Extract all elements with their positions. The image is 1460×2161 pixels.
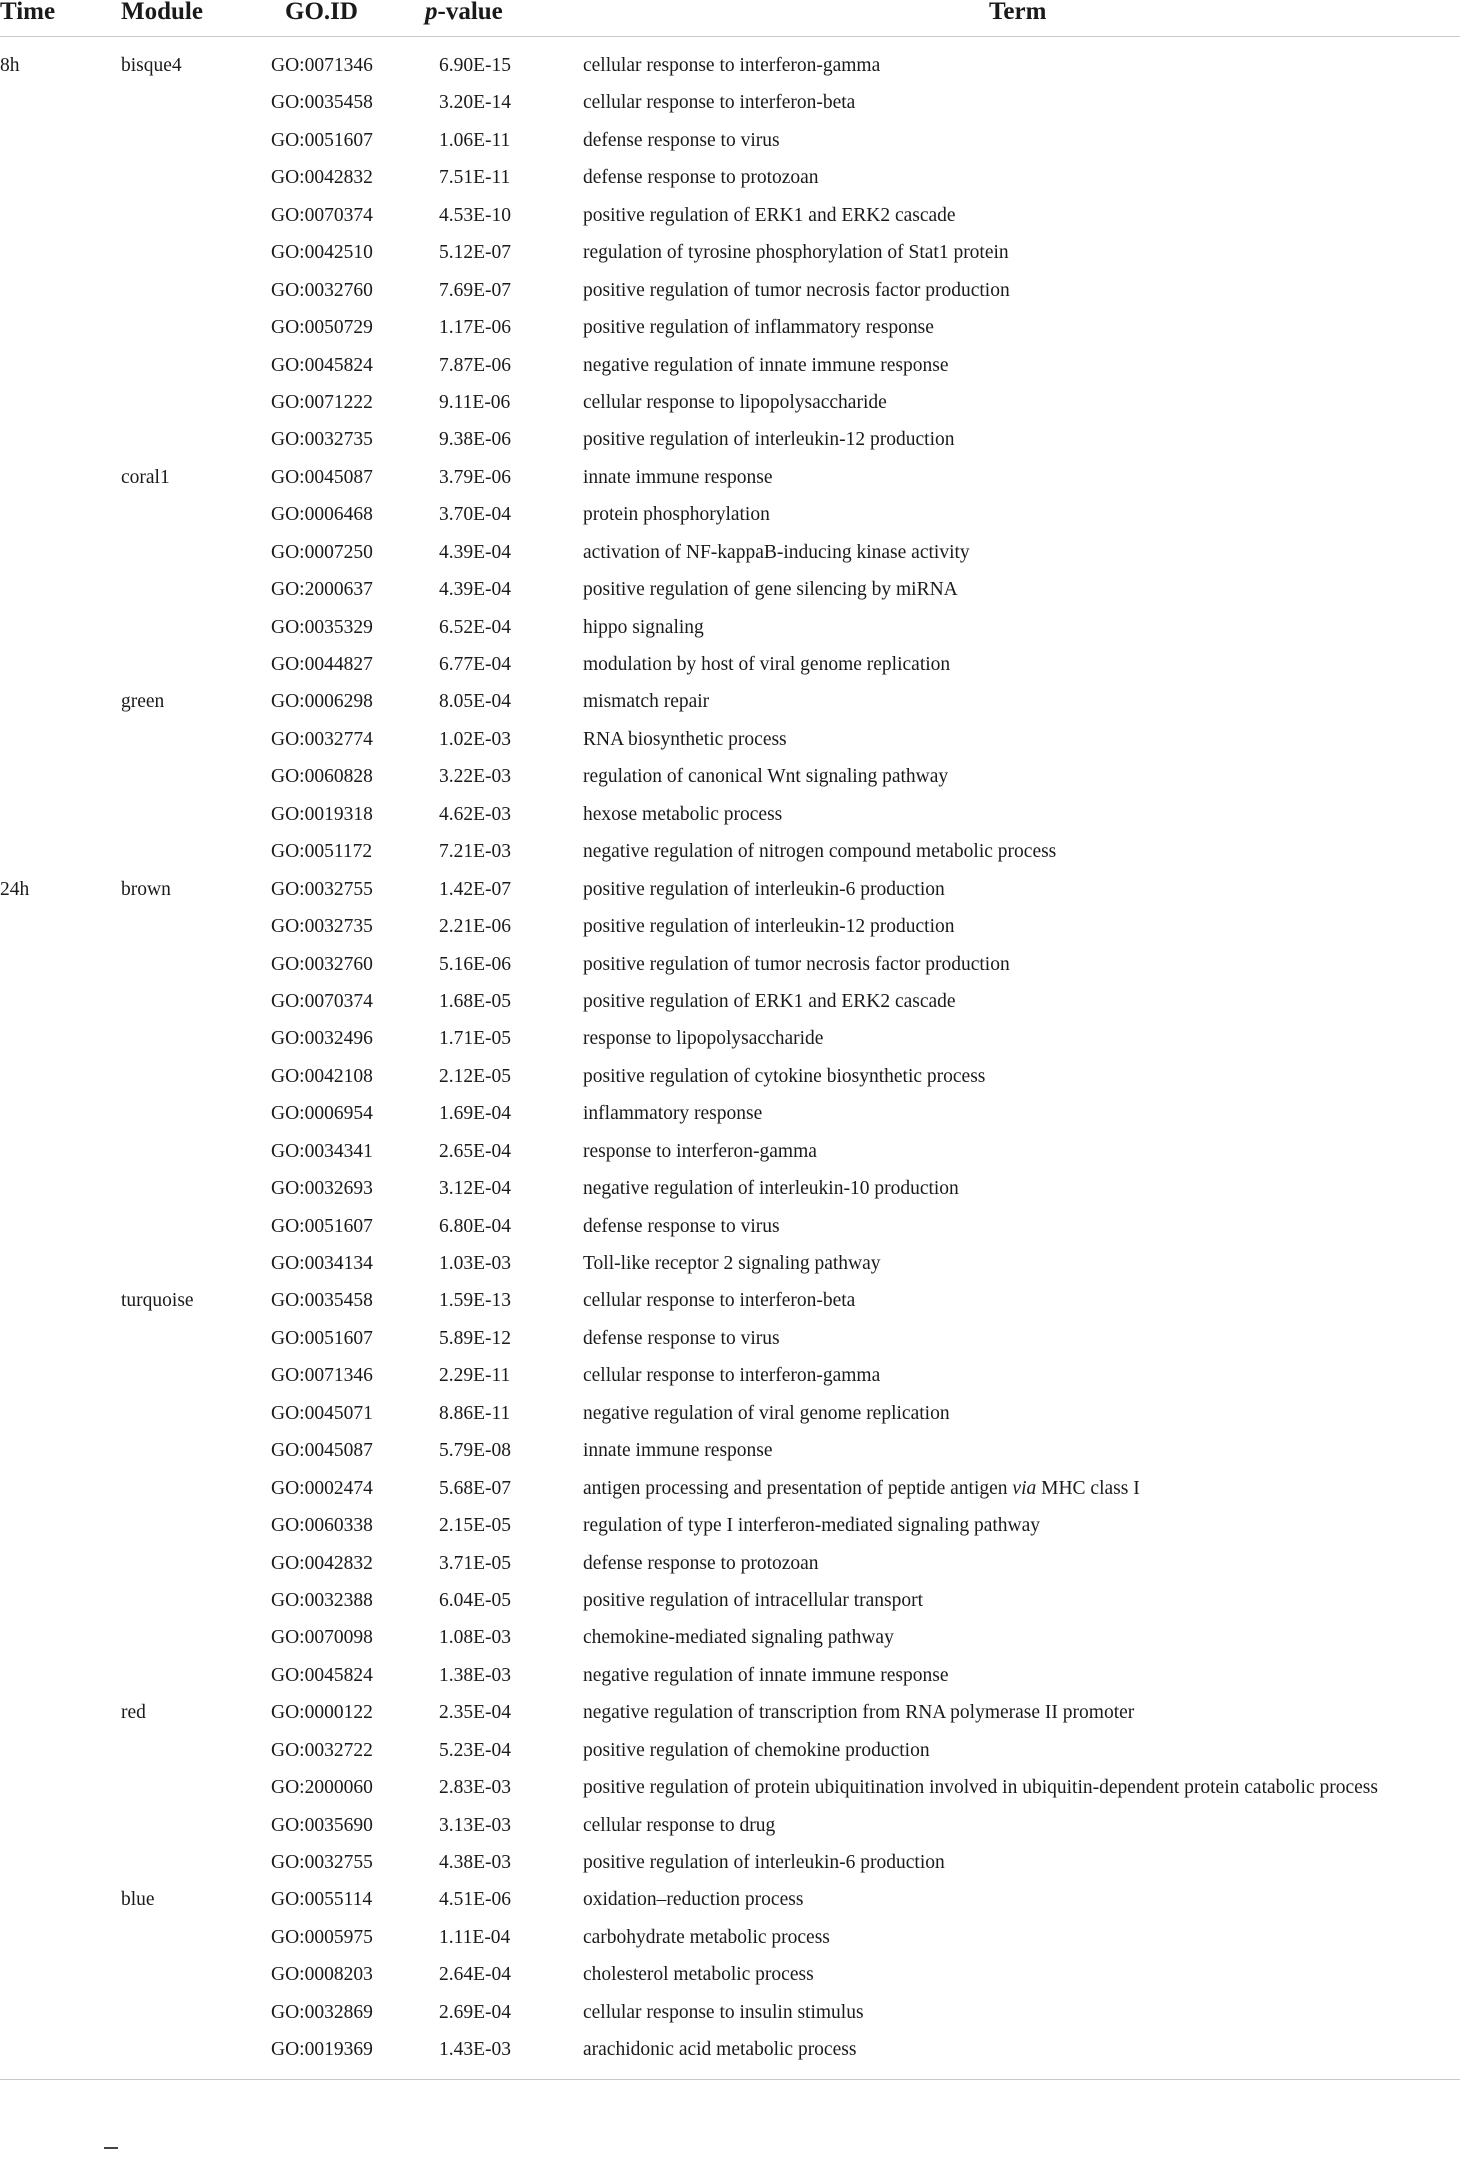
cell-goid: GO:0042108 [271, 1065, 373, 1087]
cell-term [583, 309, 934, 346]
header-goid: GO.ID [285, 0, 358, 25]
cell-term [583, 908, 955, 945]
cell-pvalue: 4.39E-04 [439, 541, 512, 563]
cell-goid: GO:0045087 [271, 1440, 373, 1462]
table-row [0, 1282, 1460, 1319]
cell-pvalue: 1.17E-06 [439, 317, 512, 339]
cell-term [583, 159, 819, 196]
cell-pvalue: 3.13E-03 [439, 1814, 512, 1836]
cell-term-text: cellular response to insulin stimulus [583, 2001, 864, 2023]
cell-term-text: arachidonic acid metabolic process [583, 2039, 857, 2061]
cell-pvalue: 1.68E-05 [439, 990, 512, 1012]
cell-pvalue: 3.79E-06 [439, 466, 512, 488]
cell-term [583, 1732, 930, 1769]
table-row [0, 347, 1460, 384]
cell-goid: GO:0019318 [271, 803, 373, 825]
cell-goid: GO:0032496 [271, 1028, 373, 1050]
cell-term [583, 1956, 814, 1993]
cell-term-tail: MHC class I [1036, 1477, 1140, 1499]
cell-module: coral1 [121, 466, 170, 488]
cell-goid: GO:2000060 [271, 1777, 373, 1799]
cell-goid: GO:0032869 [271, 2001, 373, 2023]
cell-term-text: defense response to virus [583, 129, 780, 151]
table-row [0, 1470, 1460, 1507]
cell-pvalue: 1.02E-03 [439, 728, 512, 750]
cell-term [583, 84, 855, 121]
cell-pvalue: 1.03E-03 [439, 1253, 512, 1274]
cell-term [583, 1282, 855, 1319]
cell-pvalue: 5.89E-12 [439, 1327, 512, 1349]
table-row [0, 1807, 1460, 1844]
cell-goid: GO:0051607 [271, 1215, 373, 1237]
cell-pvalue: 1.06E-11 [439, 129, 511, 151]
cell-pvalue: 4.53E-10 [439, 204, 512, 226]
cell-pvalue: 4.62E-03 [439, 803, 512, 825]
header-pvalue-rest: -value [437, 0, 503, 25]
cell-term-text: positive regulation of interleukin-12 production [583, 429, 955, 451]
cell-pvalue: 1.71E-05 [439, 1028, 512, 1050]
table-row [0, 646, 1460, 683]
cell-goid: GO:0032760 [271, 279, 373, 301]
table-row [0, 1395, 1460, 1432]
cell-pvalue: 3.70E-04 [439, 504, 512, 526]
cell-goid: GO:0051172 [271, 841, 373, 863]
cell-term [583, 758, 948, 795]
cell-time: 8h [0, 55, 20, 76]
cell-term [583, 1095, 762, 1132]
cell-goid: GO:0071346 [271, 55, 373, 76]
cell-pvalue: 7.87E-06 [439, 354, 512, 376]
cell-pvalue: 2.12E-05 [439, 1065, 512, 1087]
cell-term [583, 1432, 773, 1469]
cell-goid: GO:0032735 [271, 916, 373, 938]
cell-term-text: chemokine-mediated signaling pathway [583, 1627, 894, 1649]
cell-term [583, 1208, 780, 1245]
cell-pvalue: 8.86E-11 [439, 1402, 511, 1424]
cell-pvalue: 1.42E-07 [439, 878, 512, 900]
cell-term [583, 122, 780, 159]
cell-pvalue: 2.64E-04 [439, 1964, 512, 1986]
cell-term-text: positive regulation of inflammatory response [583, 317, 934, 339]
cell-term-text: defense response to virus [583, 1327, 780, 1349]
cell-term-text: negative regulation of transcription from RNA polymerase II promoter [583, 1702, 1135, 1724]
header-term: Term [989, 0, 1047, 25]
table-row [0, 421, 1460, 458]
table-row [0, 1881, 1460, 1918]
cell-term-text: negative regulation of innate immune response [583, 1664, 949, 1686]
cell-term-text: positive regulation of interleukin-12 production [583, 916, 955, 938]
cell-goid: GO:0045071 [271, 1402, 373, 1424]
cell-term-text: response to interferon-gamma [583, 1140, 817, 1162]
header-time: Time [0, 0, 56, 25]
cell-term-text: cellular response to drug [583, 1814, 776, 1836]
cell-term-text: activation of NF-kappaB-inducing kinase activity [583, 541, 970, 563]
cell-pvalue: 6.90E-15 [439, 55, 512, 76]
cell-goid: GO:0032774 [271, 728, 373, 750]
cell-term-text: hippo signaling [583, 616, 704, 638]
cell-goid: GO:0006298 [271, 691, 373, 713]
cell-term-text: defense response to protozoan [583, 1552, 819, 1574]
cell-term [583, 1020, 823, 1057]
cell-pvalue: 1.69E-04 [439, 1103, 512, 1125]
cell-goid: GO:0035458 [271, 1290, 373, 1312]
cell-goid: GO:0055114 [271, 1889, 373, 1911]
cell-term [583, 1994, 864, 2031]
cell-pvalue: 4.38E-03 [439, 1852, 512, 1873]
cell-term-text: positive regulation of ERK1 and ERK2 cascade [583, 204, 956, 226]
cell-goid: GO:0032760 [271, 953, 373, 975]
cell-goid: GO:0032722 [271, 1739, 373, 1761]
cell-pvalue: 3.12E-04 [439, 1178, 512, 1200]
table-row [0, 496, 1460, 533]
cell-term [583, 1357, 880, 1394]
cell-module: blue [121, 1889, 155, 1911]
cell-pvalue: 1.59E-13 [439, 1290, 512, 1312]
header-module: Module [121, 0, 203, 25]
cell-pvalue: 5.16E-06 [439, 953, 512, 975]
cell-term [583, 2031, 856, 2068]
cell-term-italic: via [1012, 1477, 1037, 1499]
cell-term-text: cellular response to interferon-gamma [583, 55, 881, 76]
cell-term [583, 47, 880, 84]
cell-goid: GO:0045824 [271, 1664, 373, 1686]
cell-module: green [121, 691, 165, 713]
table-row [0, 796, 1460, 833]
table-row [0, 1956, 1460, 1993]
cell-goid: GO:0071222 [271, 391, 373, 413]
table-row [0, 234, 1460, 271]
cell-term-text: carbohydrate metabolic process [583, 1926, 830, 1948]
cell-pvalue: 1.08E-03 [439, 1627, 512, 1649]
cell-term-text: positive regulation of ERK1 and ERK2 cascade [583, 990, 956, 1012]
cell-term-text: negative regulation of nitrogen compound metabolic process [583, 841, 1057, 863]
cell-term-text: cellular response to lipopolysaccharide [583, 391, 887, 413]
cell-term-text: RNA biosynthetic process [583, 728, 787, 750]
cell-goid: GO:0032693 [271, 1178, 373, 1200]
cell-goid: GO:0019369 [271, 2039, 373, 2061]
cell-pvalue: 2.69E-04 [439, 2001, 512, 2023]
cell-term [583, 197, 956, 234]
cell-term-text: positive regulation of interleukin-6 production [583, 878, 945, 900]
cell-goid: GO:0045824 [271, 354, 373, 376]
cell-term [583, 1881, 803, 1918]
cell-pvalue: 7.21E-03 [439, 841, 512, 863]
table-row [0, 1170, 1460, 1207]
cell-goid: GO:0006954 [271, 1103, 373, 1125]
table-row [0, 1844, 1460, 1881]
cell-pvalue: 6.52E-04 [439, 616, 512, 638]
table-row [0, 1769, 1460, 1806]
table-row [0, 871, 1460, 908]
cell-pvalue: 2.29E-11 [439, 1365, 511, 1387]
cell-term [583, 1507, 1040, 1544]
table-row [0, 1694, 1460, 1731]
cell-term [583, 871, 945, 908]
table-row [0, 47, 1460, 84]
table-row [0, 1095, 1460, 1132]
cell-term [583, 1133, 817, 1170]
cell-goid: GO:0005975 [271, 1926, 373, 1948]
cell-goid: GO:0035690 [271, 1814, 373, 1836]
cell-pvalue: 5.12E-07 [439, 242, 512, 264]
table-row [0, 1657, 1460, 1694]
header-pvalue [425, 0, 503, 24]
cell-goid: GO:0045087 [271, 466, 373, 488]
cell-term-text: positive regulation of chemokine production [583, 1739, 930, 1761]
table-row [0, 309, 1460, 346]
cell-goid: GO:0034134 [271, 1253, 373, 1274]
cell-term-text: negative regulation of viral genome replication [583, 1402, 950, 1424]
footnote-mark [104, 2147, 118, 2149]
cell-goid: GO:0034341 [271, 1140, 373, 1162]
cell-goid: GO:0051607 [271, 1327, 373, 1349]
cell-term-text: regulation of type I interferon-mediated signaling pathway [583, 1515, 1041, 1537]
cell-pvalue: 5.79E-08 [439, 1440, 512, 1462]
cell-term-text: positive regulation of gene silencing by miRNA [583, 579, 958, 601]
table-row [0, 2031, 1460, 2068]
cell-term-text: innate immune response [583, 1440, 773, 1462]
cell-goid: GO:0042832 [271, 1552, 373, 1574]
cell-term [583, 1844, 945, 1881]
table-row [0, 758, 1460, 795]
header-pvalue-italic: p [425, 0, 438, 25]
cell-term [583, 1395, 950, 1432]
table-row [0, 571, 1460, 608]
table-row [0, 946, 1460, 983]
cell-pvalue: 9.38E-06 [439, 429, 512, 451]
table-row [0, 1994, 1460, 2031]
cell-goid: GO:0050729 [271, 317, 373, 339]
cell-term [583, 1657, 949, 1694]
cell-pvalue: 1.38E-03 [439, 1664, 512, 1686]
cell-term-text: modulation by host of viral genome replication [583, 654, 951, 675]
cell-pvalue: 3.71E-05 [439, 1552, 512, 1574]
cell-term [583, 609, 704, 646]
cell-pvalue: 2.65E-04 [439, 1140, 512, 1162]
cell-goid: GO:0000122 [271, 1702, 373, 1724]
cell-term-text: regulation of tyrosine phosphorylation of Stat1 protein [583, 242, 1009, 264]
cell-goid: GO:0007250 [271, 541, 373, 563]
cell-term-text: defense response to virus [583, 1215, 780, 1237]
cell-term-text: positive regulation of interleukin-6 production [583, 1852, 945, 1873]
cell-term-text: negative regulation of interleukin-10 production [583, 1178, 959, 1200]
cell-term [583, 234, 1009, 271]
cell-pvalue: 1.43E-03 [439, 2039, 512, 2061]
cell-goid: GO:0032388 [271, 1589, 373, 1611]
cell-term [583, 1694, 1134, 1731]
cell-term-text: negative regulation of innate immune response [583, 354, 949, 376]
cell-term [583, 983, 956, 1020]
cell-term-text: protein phosphorylation [583, 504, 770, 526]
cell-pvalue: 6.80E-04 [439, 1215, 512, 1237]
table-row [0, 833, 1460, 870]
cell-term [583, 421, 955, 458]
cell-term [583, 1470, 1140, 1507]
cell-pvalue: 7.51E-11 [439, 167, 511, 189]
table-row [0, 1919, 1460, 1956]
cell-term-text: positive regulation of tumor necrosis factor production [583, 279, 1010, 301]
cell-module: bisque4 [121, 55, 182, 76]
cell-pvalue: 3.22E-03 [439, 766, 512, 788]
table-row [0, 1020, 1460, 1057]
cell-goid: GO:0032755 [271, 1852, 373, 1873]
cell-pvalue: 3.20E-14 [439, 92, 512, 114]
cell-goid: GO:0060338 [271, 1515, 373, 1537]
cell-goid: GO:0070374 [271, 990, 373, 1012]
cell-goid: GO:0051607 [271, 129, 373, 151]
cell-pvalue: 1.11E-04 [439, 1926, 511, 1948]
table-row [0, 1357, 1460, 1394]
table-row [0, 122, 1460, 159]
cell-goid: GO:0060828 [271, 766, 373, 788]
cell-pvalue: 8.05E-04 [439, 691, 512, 713]
cell-pvalue: 2.15E-05 [439, 1515, 512, 1537]
cell-term [583, 1320, 780, 1357]
cell-term [583, 646, 950, 683]
cell-term [583, 459, 773, 496]
cell-term-text: oxidation–reduction process [583, 1889, 804, 1911]
table-row [0, 983, 1460, 1020]
cell-goid: GO:2000637 [271, 579, 373, 601]
cell-term-text: cholesterol metabolic process [583, 1964, 814, 1986]
cell-goid: GO:0042832 [271, 167, 373, 189]
cell-term [583, 1245, 881, 1282]
bottom-rule [0, 2079, 1460, 2080]
cell-goid: GO:0070098 [271, 1627, 373, 1649]
cell-term-text: antigen processing and presentation of peptide antigen [583, 1477, 1013, 1499]
cell-pvalue: 5.68E-07 [439, 1477, 512, 1499]
cell-term [583, 534, 970, 571]
cell-term [583, 833, 1056, 870]
table-row [0, 1582, 1460, 1619]
table-row [0, 459, 1460, 496]
cell-term-text: mismatch repair [583, 691, 710, 713]
cell-term [583, 1919, 830, 1956]
cell-goid: GO:0032755 [271, 878, 373, 900]
cell-pvalue: 9.11E-06 [439, 391, 511, 413]
cell-goid: GO:0002474 [271, 1477, 373, 1499]
cell-term-text: cellular response to interferon-gamma [583, 1365, 881, 1387]
table-row [0, 683, 1460, 720]
cell-pvalue: 6.04E-05 [439, 1589, 512, 1611]
cell-term-text: positive regulation of cytokine biosynthetic process [583, 1065, 986, 1087]
cell-term [583, 1619, 894, 1656]
cell-goid: GO:0070374 [271, 204, 373, 226]
cell-term-text: cellular response to interferon-beta [583, 1290, 856, 1312]
cell-term-text: defense response to protozoan [583, 167, 819, 189]
cell-term-text: regulation of canonical Wnt signaling pathway [583, 766, 949, 788]
table-row [0, 1507, 1460, 1544]
table-row [0, 609, 1460, 646]
cell-term-text: response to lipopolysaccharide [583, 1028, 824, 1050]
table-header [0, 0, 1460, 36]
cell-goid: GO:0006468 [271, 504, 373, 526]
table-row [0, 384, 1460, 421]
cell-module: red [121, 1702, 146, 1724]
cell-pvalue: 7.69E-07 [439, 279, 512, 301]
cell-pvalue: 6.77E-04 [439, 654, 512, 675]
table-row [0, 721, 1460, 758]
cell-pvalue: 4.39E-04 [439, 579, 512, 601]
table-row [0, 908, 1460, 945]
header-rule [0, 36, 1460, 37]
cell-term-text: cellular response to interferon-beta [583, 92, 856, 114]
cell-term-text: positive regulation of tumor necrosis factor production [583, 953, 1010, 975]
cell-goid: GO:0008203 [271, 1964, 373, 1986]
cell-term-text: Toll-like receptor 2 signaling pathway [583, 1253, 881, 1274]
cell-term-text: inflammatory response [583, 1103, 763, 1125]
cell-time: 24h [0, 878, 30, 900]
cell-term [583, 1769, 1378, 1806]
cell-term [583, 1807, 775, 1844]
cell-term [583, 384, 887, 421]
cell-term [583, 1582, 923, 1619]
table-row [0, 534, 1460, 571]
cell-term [583, 721, 787, 758]
cell-goid: GO:0035458 [271, 92, 373, 114]
cell-term [583, 1545, 819, 1582]
cell-goid: GO:0042510 [271, 242, 373, 264]
cell-term [583, 347, 949, 384]
cell-pvalue: 4.51E-06 [439, 1889, 512, 1911]
cell-term [583, 796, 782, 833]
cell-term [583, 496, 770, 533]
cell-goid: GO:0044827 [271, 654, 373, 675]
cell-pvalue: 2.35E-04 [439, 1702, 512, 1724]
cell-pvalue: 2.83E-03 [439, 1777, 512, 1799]
cell-term [583, 272, 1010, 309]
cell-term [583, 946, 1010, 983]
cell-term-text: positive regulation of protein ubiquitination involved in ubiquitin-dependent protein catabolic process [583, 1777, 1378, 1799]
cell-term [583, 1058, 985, 1095]
cell-module: turquoise [121, 1290, 194, 1312]
table-row [0, 1208, 1460, 1245]
cell-module: brown [121, 878, 171, 900]
table-row [0, 1133, 1460, 1170]
cell-term-text: positive regulation of intracellular transport [583, 1589, 924, 1611]
cell-pvalue: 5.23E-04 [439, 1739, 512, 1761]
table-body [0, 47, 1460, 2069]
cell-term [583, 571, 958, 608]
table-row [0, 159, 1460, 196]
cell-goid: GO:0032735 [271, 429, 373, 451]
table-row [0, 1432, 1460, 1469]
cell-goid: GO:0071346 [271, 1365, 373, 1387]
table-row [0, 1619, 1460, 1656]
table-row [0, 197, 1460, 234]
table-row [0, 84, 1460, 121]
table-row [0, 1732, 1460, 1769]
cell-term-text: hexose metabolic process [583, 803, 783, 825]
cell-term [583, 1170, 959, 1207]
cell-term-text: innate immune response [583, 466, 773, 488]
cell-pvalue: 2.21E-06 [439, 916, 512, 938]
table-row [0, 1058, 1460, 1095]
table-row [0, 272, 1460, 309]
table-row [0, 1320, 1460, 1357]
cell-goid: GO:0035329 [271, 616, 373, 638]
table-row [0, 1245, 1460, 1282]
cell-term [583, 683, 709, 720]
table-row [0, 1545, 1460, 1582]
